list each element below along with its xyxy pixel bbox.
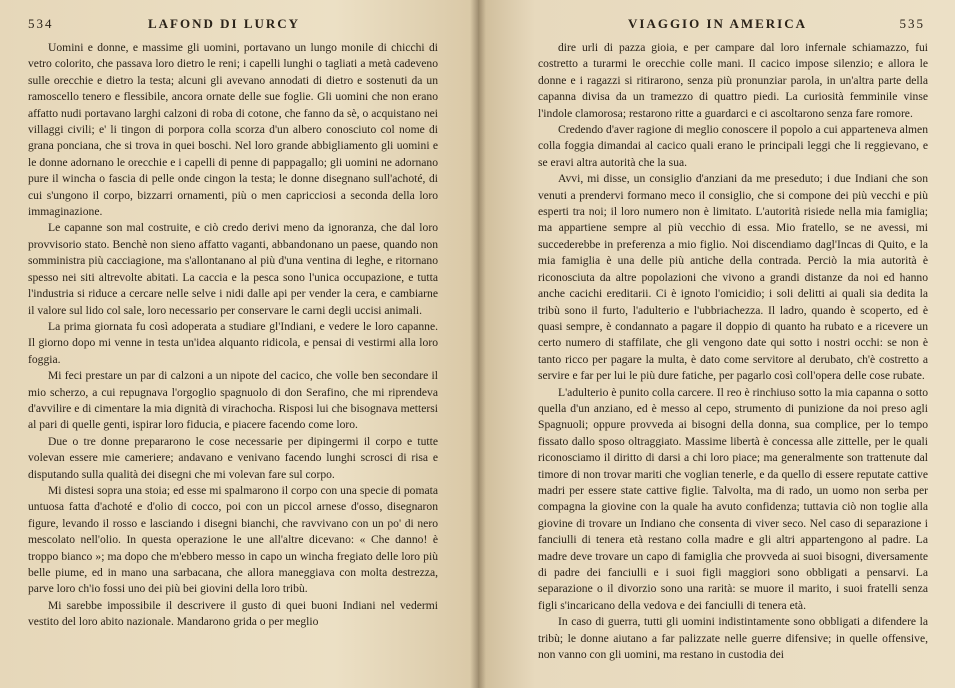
left-running-title: LAFOND DI LURCY — [148, 16, 301, 31]
right-running-title: VIAGGIO IN AMERICA — [628, 16, 808, 31]
paragraph: La prima giornata fu così adoperata a studiare gl'Indiani, e vedere le loro capanne. Il giorno dopo mi venne in testa un'idea alquanto ridicola, e pensai di vestirmi alla loro foggia. — [28, 319, 438, 366]
left-page-text — [28, 40, 438, 631]
paragraph: Mi feci prestare un par di calzoni a un nipote del cacico, che volle ben secondare il mio scherzo, a cui repugnava l'orgoglio spagnuolo di don Serafino, che mi riprendeva d'avvilire e di cimentare la mia dignità di virachocha. Risposi lui che bisognava mettersi al pari di quelle genti, ispirar loro fiducia, e piacere facendo come loro. — [28, 369, 438, 432]
paragraph: L'adulterio è punito colla carcere. Il reo è rinchiuso sotto la mia capanna o sotto quella d'un anziano, ed è messo al cepo, strumento di punizione da noi preso agli Spagnuoli; oppure provveda ai bisogni della donna, sua complice, per lo tempo fissato dallo sposo oltraggiato. Massime libertà è concessa alle zittelle, per le quali riconosciamo il diritto di darsi a chi loro piace; ma generalmente son trattenute dal timore di non trovar mariti che voglian tenerle, e da quello di essere reputate cattive madri per essere state cattive figlie. Talvolta, ma di rado, un uomo non serba per compagna la giovine con la quale ha avuto confidenza; tuttavia ciò non toglie alla giovine di trovare un Indiano che consenta di viver seco. Nel caso di separazione i fanciulli di tenera età restano colla madre e gli altri appartengono al padre. La madre deve trovare un capo di famiglia che provveda ai suoi bisogni, diversamente di padre dei fanciulli e i suoi figli maggiori sono obbligati a pensarvi. La separazione o il divorzio sono una rarità: se muore il marito, i suoi fratelli senza figli s'incaricano della vedova e dei fanciulli di tenera età. — [538, 385, 928, 612]
right-page — [478, 0, 955, 688]
paragraph: Due o tre donne prepararono le cose necessarie per dipingermi il corpo e tutte volevan essere mie cameriere; andavano e venivano facendo lunghi scrosci di risa e disputando sulla qualità dei disegni che mi volevan fare sul corpo. — [28, 434, 438, 481]
paragraph: Mi sarebbe impossibile il descrivere il gusto di quei buoni Indiani nel vedermi vestito del loro abito nazionale. Mandarono grida o per meglio — [28, 598, 438, 629]
paragraph: Avvi, mi disse, un consiglio d'anziani da me preseduto; i due Indiani che son venuti a prendervi formano meco il consiglio, che si compone dei più vecchi e più esperti tra noi; il loro numero non è limitato. L'autorità risiede nella mia famiglia; ma appartiene sempre al più vecchio di essa. Mio fratello, se ne avessi, mi succederebbe in preferenza a mio figlio. Noi discendiamo dagl'Incas di Quito, e la mia famiglia è una delle più antiche della contrada. Perciò la mia autorità è riconosciuta da altre popolazioni che vivono a grandi distanze da noi ed hanno anche cacichi ereditarii. Ci è ignoto l'omicidio; i soli delitti ai quali sia dedita la tribù sono il furto, l'adulterio e l'ubbriachezza. Il ladro, quando è scoperto, ed è quasi sempre, è condannato a pagare il doppio di quanto ha rubato e a ricevere un certo numero di staffilate, che gli vengono date qui sotto i nostri occhi: se non è tanto ricco per pagare la multa, è dato come servitore al derubato, ch'è costretto a servire e far per lui le più dure fatiche, per pagarlo così coll'opera delle cose rubate. — [538, 172, 928, 383]
paragraph: Credendo d'aver ragione di meglio conoscere il popolo a cui apparteneva almen colla foggia dimandai al cacico quali erano le principali leggi che li reggievano, e se eravi altra autorità che la sua. — [538, 123, 928, 169]
right-page-number: 535 — [899, 16, 925, 31]
right-running-head — [538, 16, 925, 36]
paragraph: Le capanne son mal costruite, e ciò credo derivi meno da ignoranza, che dal loro provvisorio stato. Benchè non sieno affatto vaganti, abbandonano un paese, quando non somministra più cacciagione, ma s'allontanano al più d'una ventina di leghe, e ritornano spesso nei siti altrevolte abitati. La caccia e la pesca sono l'unica occupazione, e tutta l'industria si riduce a cercare nelle selve i nidi dalle api per vender la cera, e cambiarne il valore sul lido col sale, loro necessario per conservare le carni degli uccisi animali. — [28, 221, 438, 317]
paragraph: In caso di guerra, tutti gli uomini indistintamente sono obbligati a difendere la tribù; le donne aiutano a far palizzate nelle guerre difensive; in quelle offensive, non vanno con gli uomini, ma restano in custodia dei — [538, 615, 928, 662]
paragraph: Uomini e donne, e massime gli uomini, portavano un lungo monile di chicchi di vetro colorito, che passava loro dietro le reni; i capelli lunghi o tagliati a metà cadeveno sulle orecchie e dietro la testa; alcuni gli avevano annodati di dietro e sostenuti da un ramoscello tenero e flessibile, ancora ornate delle sue foglie. Gli uomini che non erano affatto nudi portavano larghi calzoni di roba di cotone, che fanno da sè, o acquistano nei villaggi civili; e' li tingon di porpora colla scorza d'un albero conosciuto col nome di grana ponciana, che si trova in quei boschi. Nel loro grande abbigliamento gli uomini e le donne adornano le orecchie e i capelli di penne di pappagallo; gli uomini ne adornano pure il wincha o fascia di pelle onde cingon la testa; le donne disegnano sull'achoté, di cui s'ungono il corpo, bizzarri ornamenti, più o men capricciosi a seconda della loro immaginazione. — [28, 41, 438, 219]
paragraph: Mi distesi sopra una stoia; ed esse mi spalmarono il corpo con una specie di pomata untuosa fatta d'achoté e d'olio di cocco, poi con un piccol arnese d'osso, disegnaron figure, levando il rosso e lasciando i disegni bianchi, che ravvivano con un po' di nero mescolato nell'olio. In questa operazione le une all'altre dicevano: « Che danno! è troppo bianco »; ma dopo che m'ebbero messo in capo un wincha fregiato delle loro più belle piume, ed in mano una sarbacana, che allora maneggiava con molta destrezza, parve loro ch'io fossi uno dei più bei giovini della loro tribù. — [28, 483, 438, 596]
right-page-text — [538, 40, 928, 663]
paragraph: dire urli di pazza gioia, e per campare dal loro infernale schiamazzo, fui costretto a turarmi le orecchie colle mani. Il cacico impose silenzio; e allora le donne e i ragazzi si ritirarono, senza più pronunziar parola, in un'altra parte della capanna divisa da un tramezzo di quattro piedi. La curiosità femminile vinse l'indole clamorosa; restarono ritte a guardarci e ci ascoltarono senza fare romore. — [538, 41, 928, 120]
left-page-number: 534 — [28, 16, 54, 31]
left-running-head — [28, 16, 438, 36]
